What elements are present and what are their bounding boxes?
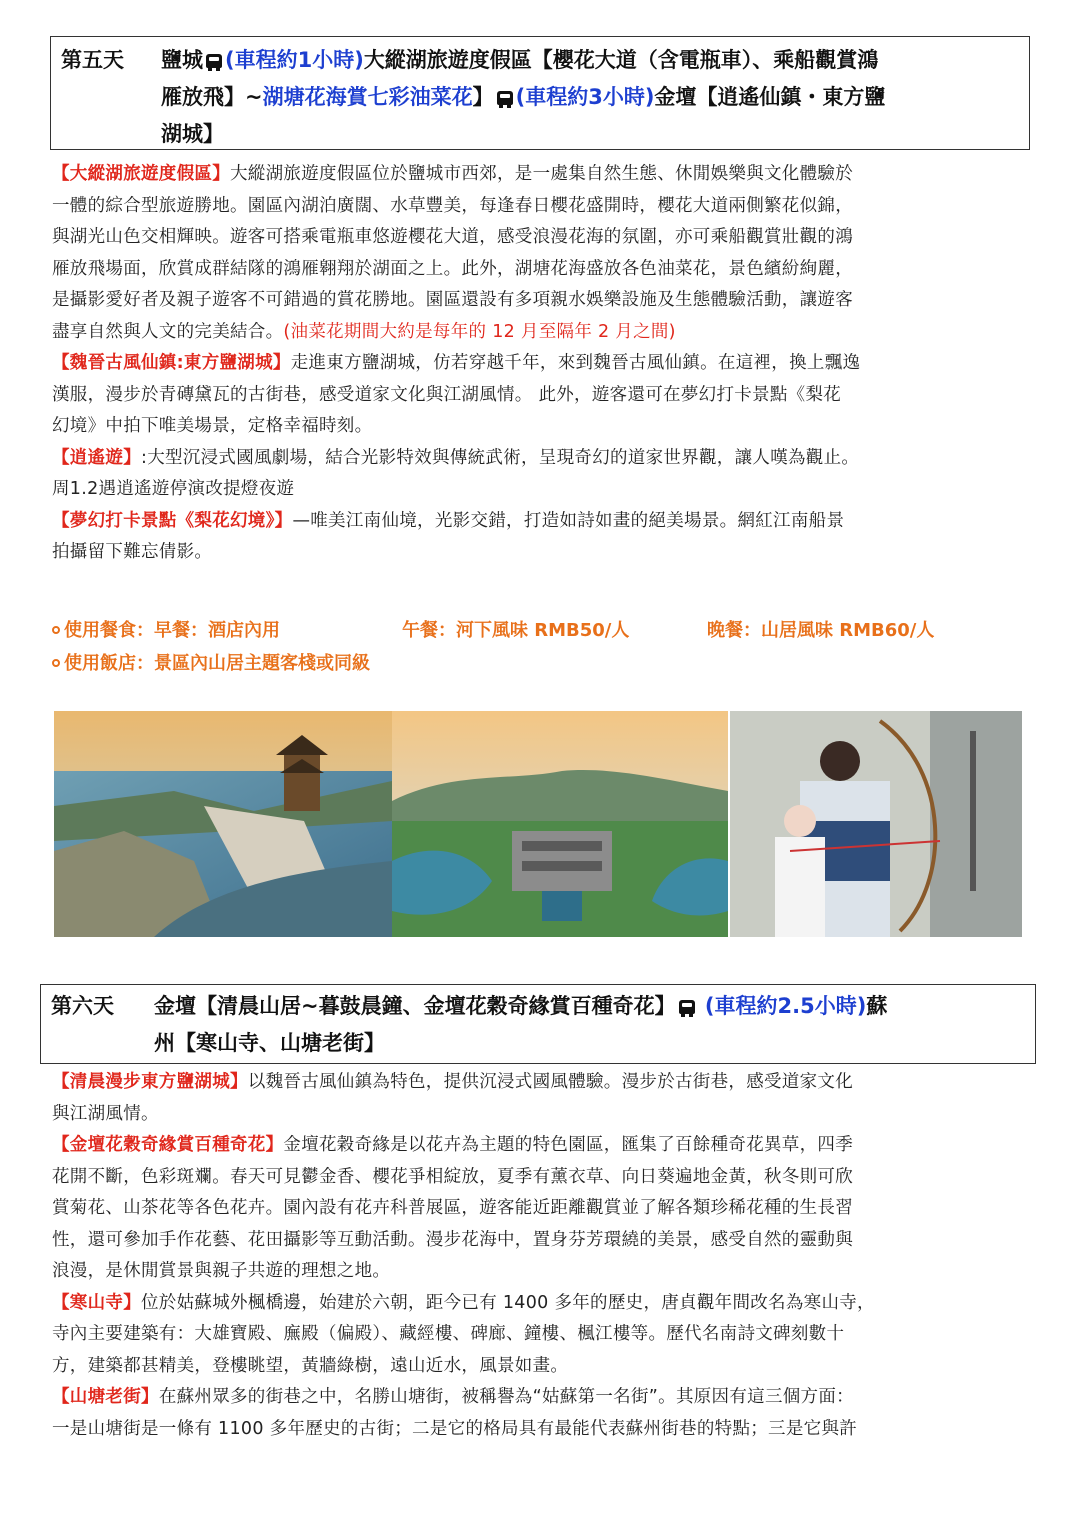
section-dazonghu [52, 159, 1032, 348]
day6-label: 第六天 [51, 994, 114, 1018]
text-line: 一是山塘街是一條有 1100 多年歷史的古街；二是它的格局具有最能代表蘇州街巷的特點；三是它與許 [52, 1418, 858, 1439]
bus-icon [679, 1000, 695, 1014]
photo-lake-pavilion [54, 711, 392, 937]
section-heading: 【夢幻打卡景點《梨花幻境》】 [52, 510, 293, 531]
day5-title-part: 雁放飛】~ [161, 85, 263, 109]
meals-breakfast: 使用餐食：早餐：酒店內用 [64, 620, 280, 641]
text-line: 是攝影愛好者及親子遊客不可錯過的賞花勝地。園區還設有多項親水娛樂設施及生態體驗活動，讓遊客 [52, 290, 853, 310]
day5-title-part: 鹽城 [161, 48, 203, 72]
bus-icon [206, 54, 222, 68]
photo-aerial-town [392, 711, 728, 937]
text-line: 寺內主要建築有：大雄寶殿、廡殿（偏殿）、藏經樓、碑廊、鐘樓、楓江樓等。歷代名南詩文碑刻數十 [52, 1324, 845, 1344]
text-line: :大型沉浸式國風劇場，結合光影特效與傳統武術，呈現奇幻的道家世界觀，讓人嘆為觀止。 [141, 447, 860, 468]
hotel-text: 使用飯店：景區內山居主題客棧或同級 [64, 653, 370, 674]
day6-drive-time: (車程約2.5小時) [704, 994, 867, 1018]
section-heading: 【寒山寺】 [52, 1292, 141, 1313]
section-yanhucheng [52, 348, 1032, 443]
section-lihua [52, 506, 1032, 569]
day5-title [161, 42, 1019, 153]
text-line: 大縱湖旅遊度假區位於鹽城市西郊，是一處集自然生態、休閒娛樂與文化體驗於 [230, 164, 853, 184]
section-heading: 【山塘老街】 [52, 1387, 159, 1407]
text-line: 浪漫，是休閒賞景與親子共遊的理想之地。 [52, 1261, 391, 1281]
day5-title-part: 湖城】 [161, 122, 224, 146]
text-line: 一體的綜合型旅遊勝地。園區內湖泊廣闊、水草豐美，每逢春日櫻花盛開時，櫻花大道兩側繁花似錦， [52, 195, 853, 216]
day6-title [154, 988, 1025, 1062]
text-line: 方，建築都甚精美，登樓眺望，黃牆綠樹，遠山近水，風景如畫。 [52, 1355, 569, 1376]
photo-archery [730, 711, 1022, 937]
bullet-icon [52, 626, 60, 634]
text-line: 拍攝留下難忘倩影。 [52, 542, 213, 562]
day5-title-box [50, 36, 1030, 150]
day5-meals [52, 614, 1032, 647]
meals-dinner: 晚餐：山居風味 RMB60/人 [707, 620, 935, 641]
section-morning-walk [52, 1067, 1032, 1130]
text-line: 性，還可參加手作花藝、花田攝影等互動活動。漫步花海中，置身芬芳環繞的美景，感受自然的靈動與 [52, 1229, 853, 1250]
section-heading: 【魏晉古風仙鎮:東方鹽湖城】 [52, 353, 291, 373]
text-line: 與湖光山色交相輝映。遊客可搭乘電瓶車悠遊櫻花大道，感受浪漫花海的氛圍，亦可乘船觀賞壯觀的鴻 [52, 227, 853, 247]
day5-title-part: 】 [472, 85, 494, 109]
bus-icon [497, 91, 513, 105]
text-line: 幻境》中拍下唯美場景，定格幸福時刻。 [52, 416, 373, 436]
text-line: 花開不斷，色彩斑斕。春天可見鬱金香、櫻花爭相綻放，夏季有薰衣草、向日葵遍地金黃，秋冬則可欣 [52, 1166, 853, 1187]
day5-title-highlight: 湖塘花海賞七彩油菜花 [262, 85, 473, 109]
text-line: 在蘇州眾多的街巷之中，名勝山塘街，被稱譽為“姑蘇第一名街”。其原因有這三個方面： [158, 1387, 854, 1407]
day5-drive-time-1: (車程約1小時) [225, 48, 364, 72]
meals-lunch: 午餐：河下風味 RMB50/人 [402, 620, 630, 641]
text-line: 賞菊花、山茶花等各色花卉。園內設有花卉科普展區，遊客能近距離觀賞並了解各類珍稀花種的生長習 [52, 1198, 853, 1218]
section-shantang-street [52, 1382, 1032, 1445]
section-xiaoyaoyou [52, 443, 1032, 506]
text-line: 以魏晉古風仙鎮為特色，提供沉浸式國風體驗。漫步於古街巷，感受道家文化 [247, 1072, 854, 1092]
rapeseed-season-note: (油菜花期間大約是每年的 12 月至隔年 2 月之間) [283, 321, 676, 342]
section-hanshan-temple [52, 1288, 1032, 1383]
text-line: 金壇花穀奇緣是以花卉為主題的特色園區，匯集了百餘種奇花異草，四季 [283, 1135, 854, 1155]
text-line: 雁放飛場面，欣賞成群結隊的鴻雁翱翔於湖面之上。此外，湖塘花海盛放各色油菜花，景色繽紛絢麗， [52, 258, 853, 279]
day5-label: 第五天 [61, 48, 124, 72]
section-heading: 【金壇花穀奇緣賞百種奇花】 [52, 1135, 284, 1155]
day6-title-box [40, 984, 1036, 1064]
text-line: 盡享自然與人文的完美結合。 [52, 321, 284, 342]
day5-hotel [52, 647, 370, 680]
day6-title-part: 蘇 [866, 994, 888, 1018]
text-line: 位於姑蘇城外楓橋邊，始建於六朝，距今已有 1400 多年的歷史，唐貞觀年間改名為寒山寺， [141, 1292, 875, 1313]
day5-title-part: 金壇【逍遙仙鎮・東方鹽 [654, 85, 886, 109]
text-line: —唯美江南仙境，光影交錯，打造如詩如畫的絕美場景。網紅江南船景 [292, 510, 845, 531]
section-heading: 【清晨漫步東方鹽湖城】 [52, 1072, 248, 1092]
section-heading: 【逍遙遊】 [52, 447, 141, 468]
day5-drive-time-2: (車程約3小時) [515, 85, 655, 109]
day5-description [52, 159, 1032, 569]
text-line: 漢服，漫步於青磚黛瓦的古街巷，感受道家文化與江湖風情。 此外，遊客還可在夢幻打卡景點《梨花 [52, 384, 842, 405]
day6-title-part: 州【寒山寺、山塘老街】 [154, 1031, 385, 1055]
day6-description [52, 1067, 1032, 1445]
text-line: 周1.2遇逍遙遊停演改提燈夜遊 [52, 479, 295, 499]
day5-title-part: 大縱湖旅遊度假區【櫻花大道（含電瓶車）、乘船觀賞鴻 [363, 48, 879, 72]
bullet-icon [52, 659, 60, 667]
day6-title-part: 金壇【清晨山居~暮鼓晨鐘、金壇花穀奇緣賞百種奇花】 [154, 994, 676, 1018]
section-heading: 【大縱湖旅遊度假區】 [52, 164, 230, 184]
text-line: 走進東方鹽湖城，仿若穿越千年，來到魏晉古風仙鎮。在這裡，換上飄逸 [290, 353, 861, 373]
text-line: 與江湖風情。 [52, 1103, 159, 1124]
section-flower-valley [52, 1130, 1032, 1288]
